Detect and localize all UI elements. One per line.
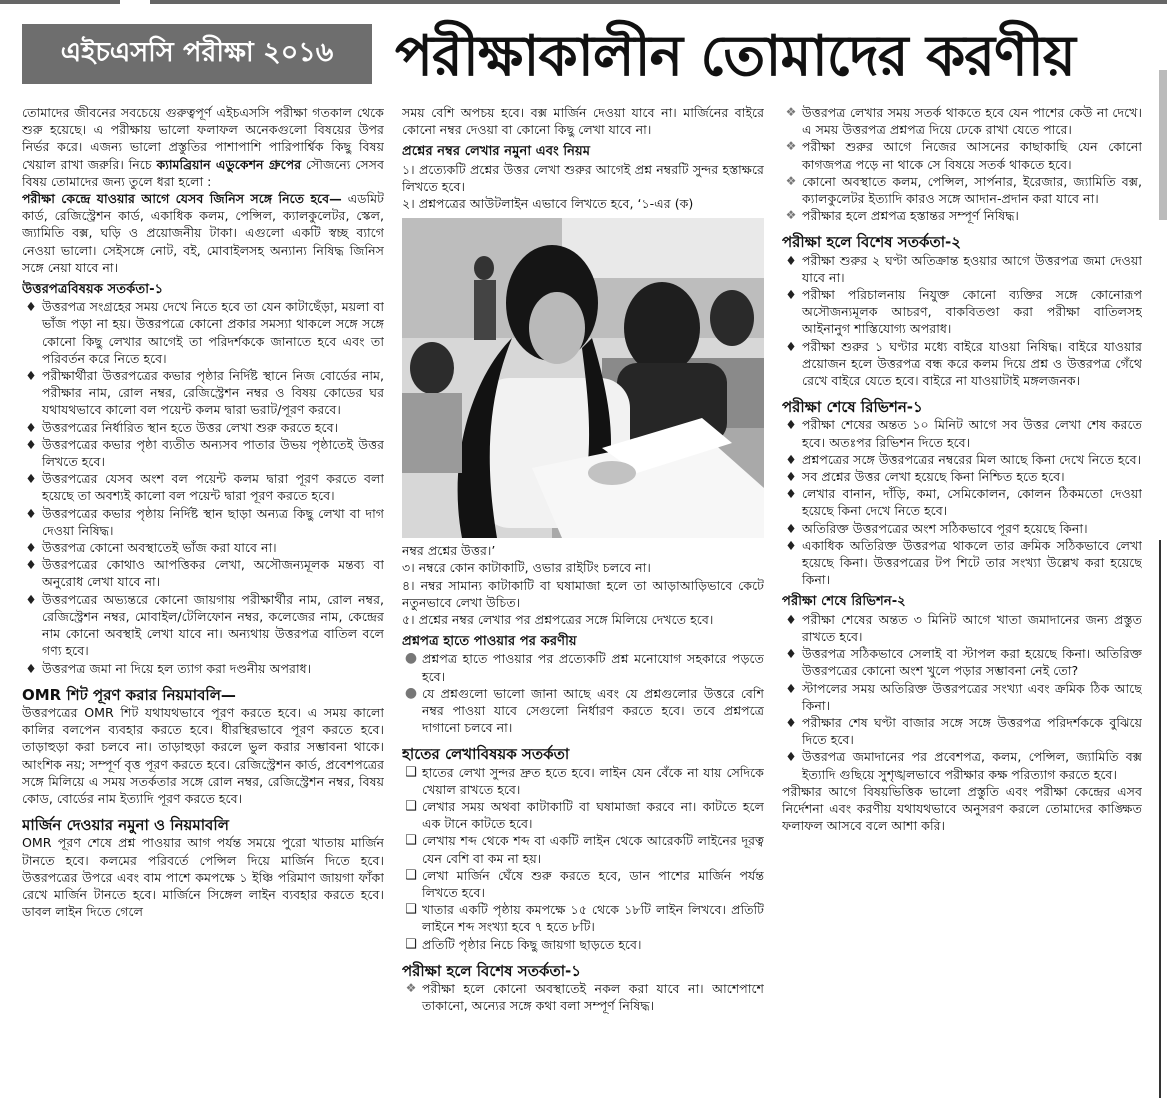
handwriting-heading: হাতের লেখাবিষয়ক সতর্কতা bbox=[402, 745, 570, 764]
diamond-bullet-icon: ♦ bbox=[785, 469, 797, 485]
diamond-bullet-icon: ♦ bbox=[25, 505, 37, 521]
list-item: ❖ কোনো অবস্থাতে কলম, পেন্সিল, সার্পনার, ইরেজার, জ্যামিতি বক্স, ক্যালকুলেটর ইত্যাদি কারও সঙ্গে আদান-প্রদান করা যাবে না। bbox=[785, 173, 1142, 207]
square-bullet-icon: ❑ bbox=[405, 799, 417, 815]
adjacent-article-edge bbox=[1157, 70, 1167, 1098]
list-item: ❑ লেখা মার্জিন ঘেঁষে শুরু করতে হবে, ডান পাশের মার্জিন পর্যন্ত লিখতে হবে। bbox=[405, 867, 764, 901]
column-3 bbox=[782, 104, 1142, 1089]
list-item: ❖ পরীক্ষা শুরুর আগে নিজের আসনের কাছাকাছি যেন কোনো কাগজপত্র পড়ে না থাকে সে বিষয়ে সতর্ক থাকতে হবে। bbox=[785, 139, 1142, 172]
diamond-bullet-icon: ♦ bbox=[25, 660, 37, 676]
item-number: ৩। bbox=[402, 560, 415, 576]
diamond-bullet-icon: ♦ bbox=[785, 611, 797, 627]
list-item: ♦ একাধিক অতিরিক্ত উত্তরপত্র থাকলে তার ক্রমিক সঠিকভাবে লেখা হয়েছে কিনা। উত্তরপত্রের টপ শিটে তার সংখ্যা উল্লেখ করা হয়েছে কিনা। bbox=[785, 537, 1142, 588]
list-item: ♦ উত্তরপত্র সংগ্রহের সময় দেখে নিতে হবে তা যেন কাটাছেঁড়া, ময়লা বা ভাঁজ পড়া না হয়। উত্তরপত্রে কোনো প্রকার সমস্যা থাকলে সঙ্গে সঙ্গে কোনো কিছু লেখার আগেই তা পরিদর্শককে জানাতে হবে এবং তা পরিবর্তন করে নিতে হবে। bbox=[25, 299, 384, 366]
exam-hall-caution-1-list bbox=[402, 980, 764, 1014]
exam-hall-photo bbox=[402, 218, 764, 538]
circle-bullet-icon: ● bbox=[404, 684, 418, 701]
margin-heading: মার্জিন দেওয়ার নমুনা ও নিয়মাবলি bbox=[22, 816, 229, 835]
flower-bullet-icon: ❖ bbox=[405, 981, 417, 996]
numbered-item: ৫। প্রশ্নের নম্বর লেখার পর প্রশ্নপত্রের সঙ্গে মিলিয়ে দেখতে হবে। bbox=[402, 612, 714, 628]
question-paper-list bbox=[402, 650, 764, 736]
flower-bullet-icon: ❖ bbox=[785, 139, 797, 154]
list-item: ❑ খাতার একটি পৃষ্ঠায় কমপক্ষে ১৫ থেকে ১৮টি লাইন লিখবে। প্রতিটি লাইনে শব্দ সংখ্যা হবে ৭ হতে ৮টি। bbox=[405, 902, 764, 935]
list-item: ♦ পরীক্ষা পরিচালনায় নিযুক্ত কোনো ব্যক্তির সঙ্গে কোনোরূপ অসৌজন্যমূলক আচরণ, বাকবিতণ্ডা করা পরীক্ষা বাতিলসহ আইনানুগ শাস্তিযোগ্য অপরাধ। bbox=[785, 287, 1142, 337]
square-bullet-icon: ❑ bbox=[405, 764, 417, 780]
exam-hall-caution-1-heading: পরীক্ষা হলে বিশেষ সতর্কতা-১ bbox=[402, 961, 582, 980]
numbered-item: ৩। নম্বরে কোন কাটাকাটি, ওভার রাইটিং চলবে না। bbox=[402, 560, 651, 576]
list-item: ♦ প্রশ্নপত্রের সঙ্গে উত্তরপত্রের নম্বরের মিল আছে কিনা দেখে নিতে হবে। bbox=[785, 451, 1142, 467]
revision-2-heading: পরীক্ষা শেষে রিভিশন-২ bbox=[782, 594, 906, 610]
list-item: ♦ উত্তরপত্রের কোথাও আপত্তিকর লেখা, অসৌজন্যমূলক মন্তব্য বা অনুরোধ লেখা যাবে না। bbox=[25, 557, 384, 590]
flower-bullet-icon: ❖ bbox=[785, 173, 797, 188]
closing-paragraph: পরীক্ষার আগে বিষয়ভিত্তিক ভালো প্রস্তুতি এবং পরীক্ষা কেন্দ্রের এসব নির্দেশনা এবং করণীয় যথাযথভাবে অনুসরণ করলে তোমাদের কাঙ্ক্ষিত ফলাফল আসবে বলে আশা করি। bbox=[782, 783, 1142, 834]
handwriting-list bbox=[402, 764, 764, 953]
circle-bullet-icon: ● bbox=[404, 650, 418, 667]
column-1 bbox=[22, 104, 384, 1089]
list-item: ❑ লেখার সময় অথবা কাটাকাটি বা ঘষামাজা করবে না। কাটতে হলে এক টানে কাটতে হবে। bbox=[405, 799, 764, 832]
diamond-bullet-icon: ♦ bbox=[785, 680, 797, 696]
list-item: ♦ উত্তরপত্রের কভার পৃষ্ঠায় নির্দিষ্ট স্থান ছাড়া অন্যত্র কিছু লেখা বা দাগ দেওয়া নিষিদ্ধ। bbox=[25, 505, 384, 538]
list-item: ♦ উত্তরপত্রের নির্ধারিত স্থান হতে উত্তর লেখা শুরু করতে হবে। bbox=[25, 419, 339, 435]
diamond-bullet-icon: ♦ bbox=[25, 368, 37, 384]
list-item: ♦ পরীক্ষা শেষের অন্তত ৩ মিনিট আগে খাতা জমাদানের জন্য প্রস্তুত রাখতে হবে। bbox=[785, 611, 1142, 644]
diamond-bullet-icon: ♦ bbox=[785, 749, 797, 765]
question-number-heading: প্রশ্নের নম্বর লেখার নমুনা এবং নিয়ম bbox=[402, 144, 591, 160]
sponsor-name: ক্যামব্রিয়ান এডুকেশন গ্রুপের bbox=[156, 156, 302, 172]
numbered-item: ৪। নম্বর সামান্য কাটাকাটি বা ঘষামাজা হলে তা আড়াআড়িভাবে কেটে নতুনভাবে লেখা উচিত। bbox=[402, 577, 764, 610]
diamond-bullet-icon: ♦ bbox=[785, 451, 797, 467]
diamond-bullet-icon: ♦ bbox=[785, 287, 797, 303]
diamond-bullet-icon: ♦ bbox=[785, 537, 797, 553]
item-number: ৪। bbox=[402, 577, 415, 593]
diamond-bullet-icon: ♦ bbox=[25, 299, 37, 315]
list-item: ● প্রশ্নপত্র হাতে পাওয়ার পর প্রত্যেকটি প্রশ্ন মনোযোগ সহকারে পড়তে হবে। bbox=[404, 650, 764, 684]
photo-text-cont: নম্বর প্রশ্নের উত্তর।’ bbox=[402, 543, 496, 559]
revision-2-list bbox=[782, 611, 1142, 783]
list-item: ● যে প্রশ্নগুলো ভালো জানা আছে এবং যে প্রশ্নগুলোর উত্তরে বেশি নম্বর পাওয়া যাবে সেগুলো নির্ধারণ করতে হবে। তবে প্রশ্নপত্রে দাগানো চলবে না। bbox=[404, 684, 764, 736]
list-item: ♦ পরীক্ষার শেষ ঘণ্টা বাজার সঙ্গে সঙ্গে উত্তরপত্র পরিদর্শককে বুঝিয়ে দিতে হবে। bbox=[785, 714, 1142, 748]
flower-bullet-icon: ❖ bbox=[785, 208, 797, 223]
diamond-bullet-icon: ♦ bbox=[25, 591, 37, 607]
list-item: ❖ পরীক্ষা হলে কোনো অবস্থাতেই নকল করা যাবে না। আশেপাশে তাকানো, অন্যের সঙ্গে কথা বলা সম্পূর্ণ নিষিদ্ধ। bbox=[405, 981, 764, 1014]
list-item: ❑ হাতের লেখা সুন্দর দ্রুত হতে হবে। লাইন যেন বেঁকে না যায় সেদিকে খেয়াল রাখতে হবে। bbox=[405, 764, 764, 797]
list-item: ♦ উত্তরপত্র জমা না দিয়ে হল ত্যাগ করা দণ্ডনীয় অপরাধ। bbox=[25, 660, 312, 676]
list-item: ❖ উত্তরপত্র লেখার সময় সতর্ক থাকতে হবে যেন পাশের কেউ না দেখে। এ সময় উত্তরপত্র প্রশ্নপত্র দিয়ে ঢেকে রাখা যেতে পারে। bbox=[785, 105, 1142, 138]
list-item: ❖ পরীক্ষার হলে প্রশ্নপত্র হস্তান্তর সম্পূর্ণ নিষিদ্ধ। bbox=[785, 208, 1019, 224]
diamond-bullet-icon: ♦ bbox=[785, 417, 797, 433]
square-bullet-icon: ❑ bbox=[405, 867, 417, 883]
list-item: ♦ লেখার বানান, দাঁড়ি, কমা, সেমিকোলন, কোলন ঠিকমতো দেওয়া হয়েছে কিনা দেখে নিতে হবে। bbox=[785, 486, 1142, 519]
list-item: ♦ উত্তরপত্র সঠিকভাবে সেলাই বা স্টাপল করা হয়েছে কিনা। অতিরিক্ত উত্তরপত্রের কোনো অংশ খুলে পড়ার সম্ভাবনা নেই তো? bbox=[785, 646, 1142, 679]
question-paper-heading: প্রশ্নপত্র হাতে পাওয়ার পর করণীয় bbox=[402, 634, 577, 650]
diamond-bullet-icon: ♦ bbox=[785, 646, 797, 662]
exam-hall-caution-2-list bbox=[782, 252, 1142, 390]
list-item: ♦ অতিরিক্ত উত্তরপত্রের অংশ সঠিকভাবে পূরণ হয়েছে কিনা। bbox=[785, 520, 1088, 536]
square-bullet-icon: ❑ bbox=[405, 936, 417, 952]
exam-hall-caution-2-heading: পরীক্ষা হলে বিশেষ সতর্কতা-২ bbox=[782, 233, 962, 252]
list-item: ♦ উত্তরপত্রের যেসব অংশ বল পয়েন্ট কলম দ্বারা পূরণ করতে বলা হয়েছে তা অবশ্যই কালো বল পয়েন্ট দ্বারা পূরণ করতে হবে। bbox=[25, 471, 384, 504]
omr-paragraph: উত্তরপত্রের OMR শিট যথাযথভাবে পূরণ করতে হবে। এ সময় কালো কালির বলপেন ব্যবহার করতে হবে। ধীরস্থিরভাবে পূরণ করতে হবে। তাড়াহুড়া করা চলবে না। তাড়াহুড়া করলে ভুল করার সম্ভাবনা থাকে। আংশিক নয়; সম্পূর্ণ বৃত্ত পূরণ করতে হবে। রেজিস্ট্রেশন কার্ড, প্রবেশপত্রের সঙ্গে মিলিয়ে এ সময় সতর্কতার সঙ্গে রোল নম্বর, রেজিস্ট্রেশন নম্বর, বিষয় কোড, বোর্ডের নাম ইত্যাদি পূরণ করতে হবে। bbox=[22, 704, 384, 806]
margin-paragraph-cont: সময় বেশি অপচয় হবে। বক্স মার্জিন দেওয়া যাবে না। মার্জিনের বাইরে কোনো নম্বর দেওয়া বা কোনো কিছু লেখা যাবে না। bbox=[402, 105, 764, 138]
diamond-bullet-icon: ♦ bbox=[785, 252, 797, 268]
intro-paragraph: তোমাদের জীবনের সবচেয়ে গুরুত্বপূর্ণ এইচএসসি পরীক্ষা গতকাল থেকে শুরু হয়েছে। এ পরীক্ষায় ভালো ফলাফল অনেকগুলো বিষয়ের উপর নির্ভর করে। এজন্য ভালো প্রস্তুতির পাশাপাশি পারিপার্শ্বিক কিছু বিষয় খেয়াল রাখা জরুরি। নিচে ক্যামব্রিয়ান এডুকেশন গ্রুপের সৌজন্যে সেসব বিষয় তোমাদের জন্য তুলে ধরা হলো : bbox=[22, 105, 384, 189]
diamond-bullet-icon: ♦ bbox=[25, 471, 37, 487]
diamond-bullet-icon: ♦ bbox=[785, 486, 797, 502]
list-item: ♦ স্টাপলের সময় অতিরিক্ত উত্তরপত্রের সংখ্যা এবং ক্রমিক ঠিক আছে কিনা। bbox=[785, 680, 1142, 713]
square-bullet-icon: ❑ bbox=[405, 833, 417, 849]
list-item: ♦ উত্তরপত্র কোনো অবস্থাতেই ভাঁজ করা যাবে না। bbox=[25, 540, 277, 556]
list-item: ♦ পরীক্ষা শুরুর ১ ঘণ্টার মধ্যে বাইরে যাওয়া নিষিদ্ধ। বাইরে যাওয়ার প্রয়োজন হলে উত্তরপত্র বন্ধ করে কলম দিয়ে প্রশ্ন ও উত্তরপত্র গেঁথে রেখে বাইরে যেতে হবে। বাইরে না যাওয়াটাই মঙ্গলজনক। bbox=[785, 338, 1142, 389]
question-number-list-a bbox=[402, 161, 764, 213]
exam-hall-caution-1-list-cont bbox=[782, 104, 1142, 224]
omr-heading: OMR শিট পূরণ করার নিয়মাবলি— bbox=[22, 685, 236, 704]
flower-bullet-icon: ❖ bbox=[785, 105, 797, 119]
diamond-bullet-icon: ♦ bbox=[25, 557, 37, 573]
list-item: ❑ লেখায় শব্দ থেকে শব্দ বা একটি লাইন থেকে আরেকটি লাইনের দূরত্ব যেন বেশি বা কম না হয়। bbox=[405, 833, 764, 866]
list-item: ❑ প্রতিটি পৃষ্ঠার নিচে কিছু জায়গা ছাড়তে হবে। bbox=[405, 936, 642, 952]
list-item: ♦ উত্তরপত্রের অভ্যন্তরে কোনো জায়গায় পরীক্ষার্থীর নাম, রোল নম্বর, রেজিস্ট্রেশন নম্বর, মোবাইল/টেলিফোন নম্বর, কলেজের নাম, কেন্দ্রের নাম কোনো অবস্থাই লেখা যাবে না। অন্যথায় উত্তরপত্র বাতিল বলে গণ্য হবে। bbox=[25, 591, 384, 659]
diamond-bullet-icon: ♦ bbox=[785, 520, 797, 536]
diamond-bullet-icon: ♦ bbox=[785, 338, 797, 354]
list-item: ♦ পরীক্ষার্থীরা উত্তরপত্রের কভার পৃষ্ঠার নির্দিষ্ট স্থানে নিজ বোর্ডের নাম, পরীক্ষার নাম, রোল নম্বর, রেজিস্ট্রেশন নম্বর ও বিষয় কোডের ঘর যথাযথভাবে কালো বল পয়েন্ট কলম দ্বারা ভরাট/পূরণ করবে। bbox=[25, 368, 384, 418]
square-bullet-icon: ❑ bbox=[405, 902, 417, 918]
diamond-bullet-icon: ♦ bbox=[785, 714, 797, 730]
list-item: ♦ উত্তরপত্র জমাদানের পর প্রবেশপত্র, কলম, পেন্সিল, জ্যামিতি বক্স ইত্যাদি গুছিয়ে সুশৃঙ্খলভাবে পরীক্ষার কক্ষ পরিত্যাগ করতে হবে। bbox=[785, 749, 1142, 782]
question-number-list-b bbox=[402, 559, 764, 628]
margin-paragraph: OMR পূরণ শেষে প্রশ্ন পাওয়ার আগ পর্যন্ত সময়ে পুরো খাতায় মার্জিন টানতে হবে। কলমের পরিবর্তে পেন্সিল দিয়ে মার্জিন দিতে হবে। উত্তরপত্রের উপরে এবং বাম পাশে কমপক্ষে ১ ইঞ্চি পরিমাণ জায়গা ফাঁকা রেখে মার্জিন টানতে হবে। মার্জিনে সিঙ্গেল লাইন ব্যবহার করতে হবে। ডাবল লাইন দিতে গেলে bbox=[22, 835, 384, 920]
diamond-bullet-icon: ♦ bbox=[25, 540, 37, 556]
top-rule bbox=[0, 0, 1167, 6]
list-item: ♦ পরীক্ষা শুরুর ২ ঘণ্টা অতিক্রান্ত হওয়ার আগে উত্তরপত্র জমা দেওয়া যাবে না। bbox=[785, 252, 1142, 285]
headline: পরীক্ষাকালীন তোমাদের করণীয় bbox=[395, 23, 1075, 89]
numbered-item: ২। প্রশ্নপত্রের আউটলাইন এভাবে লিখতে হবে, ‘১-এর (ক) bbox=[402, 196, 694, 212]
item-number: ২। bbox=[402, 196, 415, 212]
diamond-bullet-icon: ♦ bbox=[25, 436, 37, 452]
list-item: ♦ পরীক্ষা শেষের অন্তত ১০ মিনিট আগে সব উত্তর লেখা শেষ করতে হবে। অতঃপর রিভিশন দিতে হবে। bbox=[785, 417, 1142, 450]
column-2 bbox=[402, 104, 764, 1089]
item-number: ১। bbox=[402, 161, 415, 177]
answer-sheet-caution-list bbox=[22, 298, 384, 676]
item-number: ৫। bbox=[402, 612, 415, 628]
numbered-item: ১। প্রত্যেকটি প্রশ্নের উত্তর লেখা শুরুর আগেই প্রশ্ন নম্বরটি সুন্দর হস্তাক্ষরে লিখতে হবে। bbox=[402, 161, 764, 194]
exam-centre-items: পরীক্ষা কেন্দ্রে যাওয়ার আগে যেসব জিনিস সঙ্গে নিতে হবে— এডমিট কার্ড, রেজিস্ট্রেশন কার্ড, একাধিক কলম, পেন্সিল, ক্যালকুলেটর, স্কেল, জ্যামিতি বক্স, ঘড়ি ও প্রয়োজনীয় টাকা। এগুলো একটি স্বচ্ছ ব্যাগে নেওয়া ভালো। সেইসঙ্গে নোট, বই, মোবাইলসহ অন্যান্য নিষিদ্ধ জিনিস সঙ্গে নেয়া যাবে না। bbox=[22, 191, 384, 275]
revision-1-list bbox=[782, 416, 1142, 588]
diamond-bullet-icon: ♦ bbox=[25, 419, 37, 435]
list-item: ♦ উত্তরপত্রের কভার পৃষ্ঠা ব্যতীত অন্যসব পাতার উভয় পৃষ্ঠাতেই উত্তর লিখতে হবে। bbox=[25, 436, 384, 470]
answer-sheet-caution-heading: উত্তরপত্রবিষয়ক সতর্কতা-১ bbox=[22, 282, 164, 298]
revision-1-heading: পরীক্ষা শেষে রিভিশন-১ bbox=[782, 398, 923, 417]
section-kicker: এইচএসসি পরীক্ষা ২০১৬ bbox=[22, 24, 372, 84]
list-item: ♦ সব প্রশ্নের উত্তর লেখা হয়েছে কিনা নিশ্চিত হতে হবে। bbox=[785, 469, 1065, 485]
